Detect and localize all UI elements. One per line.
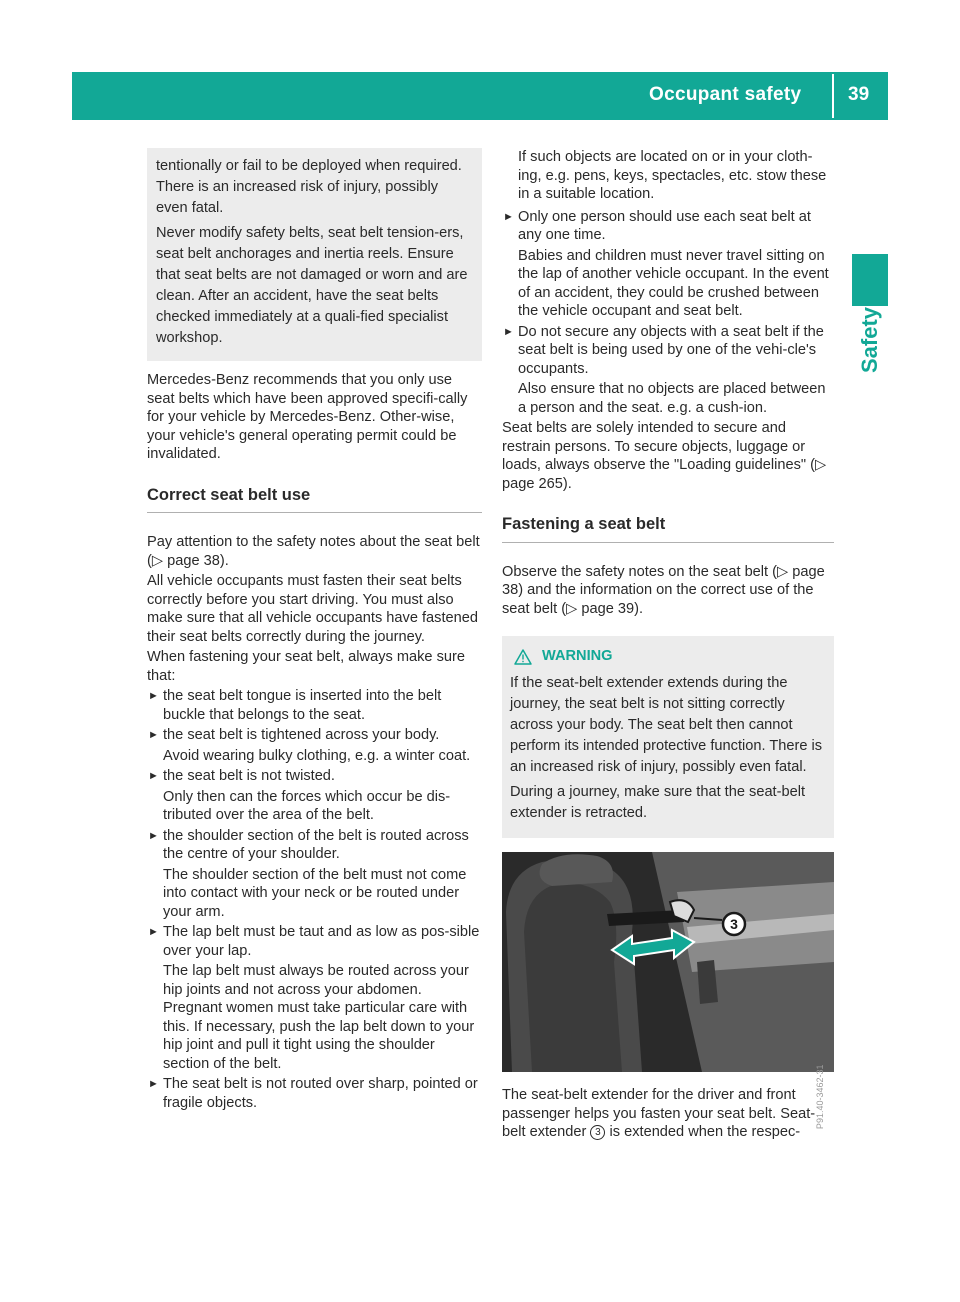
chapter-tab (852, 254, 888, 306)
warning-text: Never modify safety belts, seat belt tension-ers, seat belt anchorages and inertia reels. Ensure that seat belts are not damaged or worn and are clean. After an accident, have the seat belts checked immediately at a quali-fied specialist workshop. (156, 225, 468, 346)
bullet-icon: ► (148, 926, 159, 938)
callout-number: 3 (730, 916, 738, 932)
left-column (147, 148, 482, 1114)
warning-box (502, 636, 834, 838)
list-item: ► the shoulder section of the belt is routed across the centre of your shoulder. (148, 827, 469, 862)
image-code: P91.40-3462-31 (815, 1064, 826, 1129)
list-item: ► The lap belt must be taut and as low as pos-sible over your lap. (148, 924, 480, 959)
warning-text: tentionally or fail to be deployed when required. There is an increased risk of injury, possibly even fatal. (156, 158, 462, 216)
page-number: 39 (848, 84, 870, 105)
paragraph: Pay attention to the safety notes about the seat belt (▷ page 38). (147, 534, 480, 569)
list-item: ► Only one person should use each seat belt at any one time. (503, 208, 811, 243)
section-heading: Correct seat belt use (147, 486, 482, 514)
bullet-icon: ► (148, 1078, 159, 1090)
list-item: ► Do not secure any objects with a seat belt if the seat belt is being used by one of the vehi-cle's occupants. (503, 323, 824, 377)
section-heading: Fastening a seat belt (502, 515, 834, 543)
warning-label: WARNING (542, 648, 613, 664)
list-item-note: The shoulder section of the belt must not come into contact with your neck or be routed under your arm. (163, 866, 467, 920)
callout-reference: 3 (590, 1125, 605, 1140)
bullet-icon: ► (148, 690, 159, 702)
figure-caption: The seat-belt extender for the driver and front passenger helps you fasten your seat belt. Seat-belt extender 3 is extended when the respec- (502, 1087, 816, 1140)
bullet-icon: ► (148, 770, 159, 782)
list-item-note: Only then can the forces which occur be dis-tributed over the area of the belt. (163, 788, 451, 823)
list-item-note: Also ensure that no objects are placed between a person and the seat. e.g. a cush-ion. (518, 381, 826, 416)
paragraph: All vehicle occupants must fasten their seat belts correctly before you start driving. You must also make sure that all vehicle occupants have fastened their seat belts correctly during the journey. (147, 573, 478, 645)
paragraph: Observe the safety notes on the seat belt (▷ page 38) and the information on the correct use of the seat belt (▷ page 39). (502, 563, 825, 617)
warning-text: If the seat-belt extender extends during the journey, the seat belt is not sitting correctly across your body. The seat belt then cannot perform its intended protective function. There is an increased risk of injury, possibly even fatal. (510, 675, 823, 775)
bullet-icon: ► (503, 325, 514, 338)
list-item: ► the seat belt tongue is inserted into the belt buckle that belongs to the seat. (148, 688, 442, 723)
header-divider (832, 74, 834, 118)
list-item: ► the seat belt is tightened across your body. (148, 727, 440, 743)
bullet-icon: ► (148, 829, 159, 842)
paragraph: Seat belts are solely intended to secure and restrain persons. To secure objects, luggage or loads, always observe the "Loading guidelines" (▷ page 265). (502, 420, 827, 492)
list-item-note: The lap belt must always be routed across your hip joints and not across your abdomen. Pregnant women must take particular care with this. If necessary, push the lap belt down to your hip joint and pull it tight using the shoulder section of the belt. (163, 963, 475, 1072)
page-section-title: Occupant safety (649, 84, 802, 105)
bullet-list (147, 687, 482, 1112)
list-item-note: Avoid wearing bulky clothing, e.g. a winter coat. (163, 747, 471, 764)
warning-triangle-icon (514, 649, 532, 665)
intro-paragraph: Mercedes-Benz recommends that you only use seat belts which have been approved specifi-cally for your vehicle by Mercedes-Benz. Other-wise, your vehicle's general operating permit could be invalidated. (147, 372, 468, 462)
warning-continuation-box (147, 148, 482, 361)
right-column (502, 148, 834, 1144)
list-item: ► the seat belt is not twisted. (148, 768, 335, 784)
seat-illustration (502, 852, 834, 1072)
bullet-list (502, 208, 834, 418)
bullet-icon: ► (148, 729, 159, 741)
chapter-label: Safety (857, 306, 882, 374)
warning-text: During a journey, make sure that the seat-belt extender is retracted. (510, 784, 806, 821)
list-item-note: Babies and children must never travel sitting on the lap of another vehicle occupant. In the event of an accident, they could be crushed between the vehicle occupant and seat belt. (518, 247, 829, 319)
list-item: ► The seat belt is not routed over sharp, pointed or fragile objects. (148, 1076, 478, 1111)
paragraph: When fastening your seat belt, always make sure that: (147, 649, 465, 684)
bullet-icon: ► (503, 210, 514, 223)
warning-header (510, 646, 826, 667)
list-item-note: If such objects are located on or in your cloth-ing, e.g. pens, keys, spectacles, etc. stow these in a suitable location. (518, 149, 827, 202)
